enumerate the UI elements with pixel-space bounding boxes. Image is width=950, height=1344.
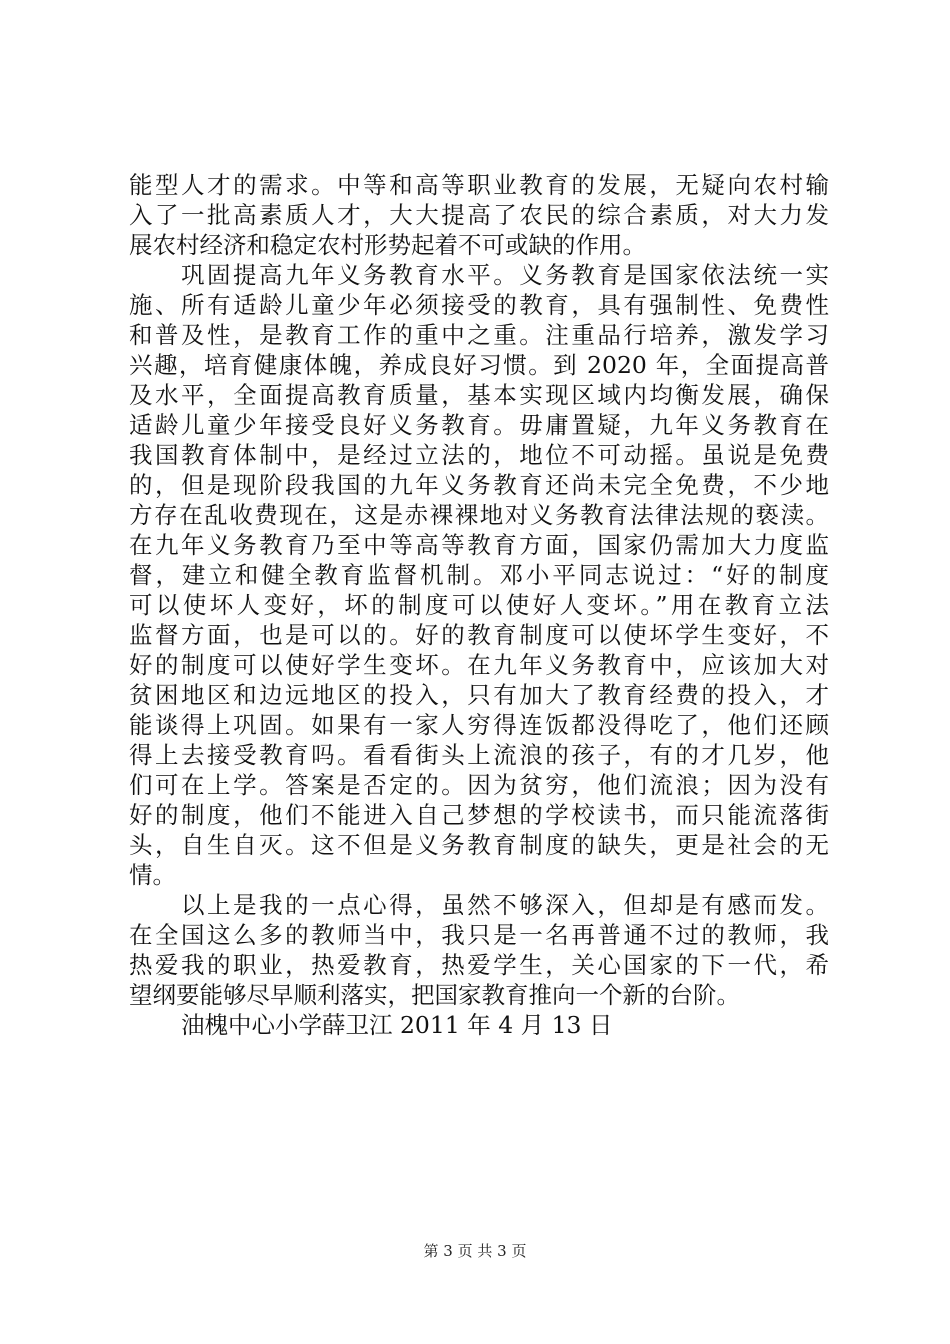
text-line: 督，建立和健全教育监督机制。邓小平同志说过：“好的制度 [129,561,829,589]
text-line: 在全国这么多的教师当中，我只是一名再普通不过的教师，我 [129,921,829,949]
text-line: 施、所有适龄儿童少年必须接受的教育，具有强制性、免费性 [129,291,829,319]
paragraph [129,890,829,1010]
text-line: 和普及性，是教育工作的重中之重。注重品行培养，激发学习 [129,321,829,349]
text-line: 的，但是现阶段我国的九年义务教育还尚未完全免费，不少地 [129,471,829,499]
text-line: 展农村经济和稳定农村形势起着不可或缺的作用。 [129,231,646,259]
text-line: 及水平，全面提高教育质量，基本实现区域内均衡发展，确保 [129,381,829,409]
text-line: 能型人才的需求。中等和高等职业教育的发展，无疑向农村输 [129,171,829,199]
text-line: 兴趣，培育健康体魄，养成良好习惯。到 2020 年，全面提高普 [129,351,829,379]
text-line: 监督方面，也是可以的。好的教育制度可以使坏学生变好，不 [129,621,829,649]
text-line: 巩固提高九年义务教育水平。义务教育是国家依法统一实 [181,261,829,289]
text-line: 能谈得上巩固。如果有一家人穷得连饭都没得吃了，他们还顾 [129,711,829,739]
text-line: 适龄儿童少年接受良好义务教育。毋庸置疑，九年义务教育在 [129,411,829,439]
text-line: 以上是我的一点心得，虽然不够深入，但却是有感而发。 [181,891,829,919]
text-line: 头，自生自灭。这不但是义务教育制度的缺失，更是社会的无 [129,831,829,859]
paragraph [129,1010,829,1040]
text-line: 油槐中心小学薛卫江 2011 年 4 月 13 日 [181,1011,613,1039]
text-line: 在九年义务教育乃至中等高等教育方面，国家仍需加大力度监 [129,531,829,559]
text-line: 贫困地区和边远地区的投入，只有加大了教育经费的投入，才 [129,681,829,709]
document-body [129,170,829,1040]
text-line: 好的制度，他们不能进入自己梦想的学校读书，而只能流落街 [129,801,829,829]
page-footer: 第 3 页 共 3 页 [423,1242,527,1260]
text-line: 们可在上学。答案是否定的。因为贫穷，他们流浪；因为没有 [129,771,829,799]
paragraph [129,260,829,890]
text-line: 我国教育体制中，是经过立法的，地位不可动摇。虽说是免费 [129,441,829,469]
text-line: 方存在乱收费现在，这是赤裸裸地对义务教育法律法规的亵渎。 [129,501,829,529]
text-line: 情。 [129,861,176,889]
text-line: 入了一批高素质人才，大大提高了农民的综合素质，对大力发 [129,201,829,229]
paragraph [129,170,829,260]
text-line: 得上去接受教育吗。看看街头上流浪的孩子，有的才几岁，他 [129,741,829,769]
text-line: 热爱我的职业，热爱教育，热爱学生，关心国家的下一代，希 [129,951,829,979]
text-line: 好的制度可以使好学生变坏。在九年义务教育中，应该加大对 [129,651,829,679]
text-line: 望纲要能够尽早顺利落实，把国家教育推向一个新的台阶。 [129,981,740,1009]
text-line: 可以使坏人变好，坏的制度可以使好人变坏。”用在教育立法 [129,591,829,619]
